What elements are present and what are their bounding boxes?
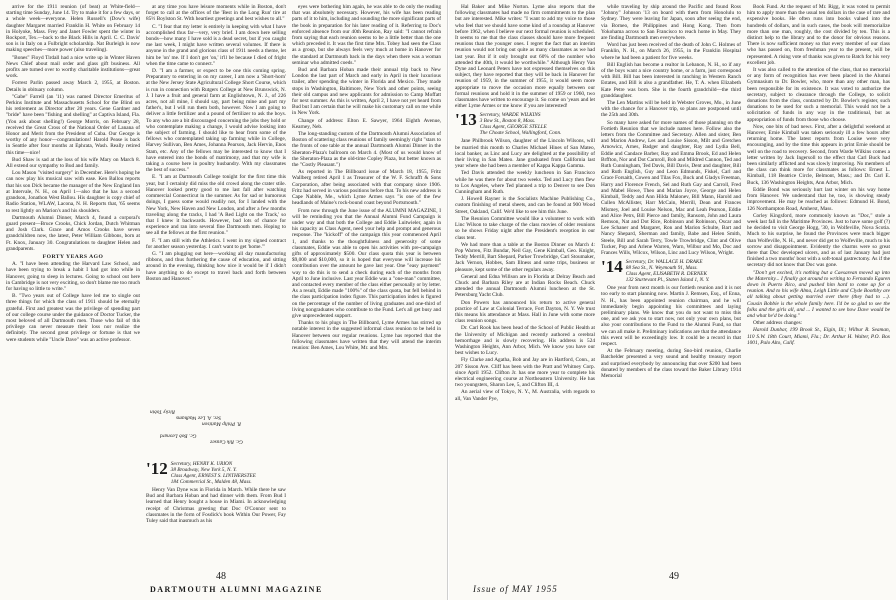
paragraph: Thanks to his plugs in The Billboard, Lyme Armes has stirred up notable interest in the suggested informal class reunion to be held in Hanover between our regular reunions. Lyme has reported that the following classmates have written that they will attend the interim reunion: Ben Ames, Lou White, Mr. and Mrs. bbox=[292, 320, 441, 351]
paragraph: Change of address: Elton E. Sawyer, 1964 Eighth Avenue, Kearney, Neb. bbox=[292, 117, 441, 130]
signature-line: Ricky Tobin bbox=[150, 408, 175, 415]
paragraph: Bud and Barbara Hoban made their annual trip back to New London the last part of March and early in April in their luxurious trailer, after spending the winter in Florida and Mexico. They made stops in Washington, Baltimore, New York and other points, seeing their old campus and new applicants for admission to Camp Moffatt for next summer. As this is written, April 2, I have not yet heard from Bud but I am certain that he will make his customary call on me while in New York. bbox=[292, 67, 441, 117]
paragraph: We had more than a table at the Boston Dinner on March 4: Pop Warren, Fitz Bundar, Neil Gay, Gene Kimball, Geo. Knight, Teddy Merrill, Bart Shepard, Parker Trowbridge, Carl Stoumaker, Jack Vernon, Hobbes, Sam Illness and some trips, business or pleasure, kept some of the other regulars away. bbox=[455, 241, 595, 273]
paragraph: One year from next month is our fortieth reunion and it is not too early to start planning now. Martin J. Remsen, Esq., of Enna, N. H., has been appointed reunion chairman, and he will immediately begin appointing his committees and laying preliminary plans. We know that you do not want to miss this one, and we ask you to start now, not only your own plans, but also your contributions to the Fund to the Alumni Fund, so that we can all make it. Preliminary indications are that the attendance this event will be exceedingly low. It could be a record in that respect. bbox=[601, 285, 741, 347]
paragraph: Book Fund. At the request of Mr. Rigg, it was voted to permit him to apply more than the usual ten dollars in the case of rare and expensive books. He often runs into books valued into the hundreds of dollars, and in such cases, the book will memorialize more than one man, roughly, the cost divided by ten. This is a distinct help to the library and to the donor for obvious reasons. There is now sufficient money so that every member of our class who has passed on, from freshman year to the present, will be represented. A rising vote of thanks was given to Batch for his very excellent job. bbox=[747, 4, 890, 66]
paragraph: Don Powers has announced his return to active general practice of Law at Colonial Terrace, Fort Dayton, N. Y. We trust this means his attendance at Mass. Hall in June with some more class reunion songs. bbox=[455, 299, 595, 325]
paragraph: Bud Shaw is sad at the loss of his wife Mary on March 8. All extend our sympathy to Bud and family. bbox=[6, 156, 140, 170]
paragraph: G. "I am plugging out here—working all day manufacturing ribbons, and thus furthering the cause of education, and sitting around in the evening, thinking how nice it would be if I didn't have anything to do except to travel back and forth between Boston and Hanover." bbox=[146, 250, 286, 282]
signature-line: Sec. A. Lee Wadhams bbox=[176, 414, 222, 421]
paragraph: Fly Clarke and Agatha, Bob and Jay are in Hartford, Conn., at 207 Sisson Ave. Cliff has been with the Pratt and Whitney Corp. since April 1952. Clifton Jr. has one more year to complete his electrical engineering course at Northeastern University. He has two youngsters, Sharon Lee, 5, and Clifton III, 4. bbox=[455, 357, 595, 389]
paragraph: Other address changes: bbox=[753, 320, 803, 327]
page-number: 49 bbox=[669, 571, 679, 582]
paragraph: Jane Philbrook Wilson, daughter of the Lincoln Wilsons, will be married this month to Charles Michael Hines of San Mateo, local banker, as Linc and Lucy are delighted at the possibility of their living in San Mateo. Jane graduated from California last year where she had been a member of Kappa Kappa Gamma. bbox=[455, 138, 595, 170]
paragraph: Henry Van Dyne was in Florida in March. While there he saw Bud and Barbara Hoban and had dinner with them. From Bud I learned that Henry bought a house in Miami. In acknowledging receipt of Christmas greeting that Doc O'Connor sent to classmates in the form of Fosdick's book Within Our Power, Fay Tuley said that inasmuch as his bbox=[146, 487, 286, 525]
paragraph: J. Howell Rayner is the Socialists Machine Publishing Co., custom finishing of metal sheets, and can be found at 900 Wood Street, Oakland, Calif. We'd like to see him this June. bbox=[455, 196, 595, 215]
class-year: '14 bbox=[601, 257, 623, 277]
signature-line: Gc. Bob Leonard bbox=[160, 432, 197, 439]
paragraph: At the February meeting, during Sno-bird reunion, Charlie Batchelder presented a very sound and healthy treasury report and surprised everybody by announcing that over $200 had been donated by members of the class toward the Baker Library 1914 Memorial bbox=[601, 348, 741, 379]
magazine-masthead: DARTMOUTH ALUMNI MAGAZINE bbox=[150, 585, 323, 594]
paragraph: Hal Baker and Mike Norton. Lyme also reports that the following classmates had made no firm commitments to the plan but are interested. Mike writes: "I want to add my voice to those who feel that we should have some kind of a roundup at Hanover before 1962, when I believe our next formal reunion is scheduled. It seems to me that the class classes should have more frequent reunions than the younger ones. I regret the fact that an interim reunion would not bring out quite as many classmates as we had last year. But if it only brought out 60% of the number who attended the 40th, it would be worthwhile." Although Henry Van Dyne and Leonard Peters have not expressed themselves on this subject, they have reported that they will be back in Hanover for reunion of 1959, in the summer of 1955, it would seem more appropriate to move the occasion more equally between our formal reunions and hold it in the summer of 1959 or 1960, two classmates have written to encourage it. So come on 'years and let either Lyme Armes or me know if you are interested! bbox=[455, 4, 595, 110]
paragraph: D. "I am a farmer, or expect to be one this coming spring. Preparatory to entering in on my career, I am now a 'Short-horn' at the New Jersey State Agricultural College Short Course, which is run in connection with Rutgers College at New Brunswick, N. J. I have a fruit and general farm at Englishtown, N. J., of 226 acres, not all mine, I should say, part being mine and part my father's, but I will run them both, however. Now I am going to deliver a little fertilizer and a pound of fertilizer to ask the boys. To any who are a bit discouraged concerning the jobs they hold or who contemplate making a change, I would advise looking into the subject of farming. I should like to hear from some of the fellows who contemplated taking up farming while in College, Harvey Sullivan, Ben Ames, Johanna Pearson, Jack Hervin, Enos Stam, etc. Any of the fellows may be interested to know that I have entered into the bonds of matrimony, and that my wife is taking a course here in poultry husbandry. With my classmates the best of success." bbox=[146, 68, 286, 174]
paragraph: As reported in The Billboard issue of March 18, 1955, Fritz Wallberg retired April 1 as Treasurer of the W. F. Schrafft & Sons Corporation, after being associated with that company since 1906. Fritz had served in various positions before that. To his new address is Cape Nabble, Me., which Lyme Armes says "is one of the few headlands of Maine's rock-bound coast beyond Portsmouth." bbox=[292, 169, 441, 207]
page-number: 48 bbox=[216, 571, 226, 582]
paragraph: Ted Davis attended the weekly luncheon in San Francisco while he was there for about two weeks. Ted and Lucy then flew to Los Angeles, where Ted planned a trip to Denver to see Don Cunningham and Ruth. bbox=[455, 170, 595, 196]
paragraph: Harold Dunbar, 199 Brook St., Elgin, Ill.; Wilbur R. Seaman, 110 S.W. 18th Court, Miami, Fla.; Dr. Arthur H. Walter, P.O. Box 1001, Palo Alto, Calif. bbox=[747, 327, 890, 346]
paragraph: F. "I am still with the Athletics. I went in my signed contract for another season yesterday. I can't want to get 'home.'" bbox=[146, 237, 286, 250]
paragraph: Dr. Carl Rook has been head of the School of Public Health at the University of Michigan and recently authored a cerebral hemorrhage and is slowly recovering. His address is 524 Washington Heights, Ann Arbor, Mich. We know you have our best wishes to Lucy. bbox=[455, 325, 595, 357]
paragraph: arrive for the 1911 reunion (of beat) at White-field—starting time Sunday, June 14. Try to make it for a few days, or a whole week—everyone. Helen Russell's (Dow's wife) daughter Margaret married Franklin H. White on February 14 in Holyoke, Mass. Frey and Janet Fowler spent the winter in Rockport, Tex.—back to the Black Hills in April. C. C. Davis' son is in Italy on a Fulbright scholarship. Nat Burleigh is now making speeches—more power (also traveling). bbox=[6, 4, 140, 54]
signature-block bbox=[150, 408, 282, 452]
right-page bbox=[449, 0, 896, 600]
paragraph: So many have asked for more names of those planning on the Fortieth Reunion that we include names here. Follow also the letters from the Committee and Secretary. Allen and sister, Ben and Marion Andrew, Les and Louise Sisson, Milt and Gretchen Arnowicz, Arnes, Badger and daughter, Ray and Lydia Bell, Eddie and Candace Barber, Ray and Emma Brook, Ed and Helen Brffton, Nor and Dot Carnroll, Bob and Mildred Cannon, Ted and Ruth Cunningham, Ted Davis, Bill Davis, Dent and daughter, Bill and Ruth English, Guy and Leon Edmunds, Fiskel, Carl and Grace Forsaith, Cowen and Tilas Fox, Buck and Gladys Freeman, Harry and Florence French, Sel and Ruth Gay and Carroll, Fred and Mabel Howe, Theo and Marian Joyce, George and Helen Kimball, Teddy and Ann Hilda Malonev, Bill Mann, Harold and Cullen McAllister, Harr McCain, Merrill, Dean and Frances Mismey, Joel and Louise Nelson, Mac and Leah Pearson, Eddie and Alice Petrs, Bill Pierce and family, Ransom, John and Laura Remson, Nat and Dot Rice, Robinson and Robinson, Oscar and Lee Schaner and Margaret, Ron and Marion Schulte, Bart and Nancy Shepard, Sherman and family, Babe and Helen Smith, Steele, Bill and Sarah Terry, Towle Trowbridge, Clint and Olive Tucker, Pop and Arlene Warren, Warn, Wilbur and Mo, Doc and Frances Wills, Wilcox, Wilson, Linc and Lucy Wilson, Wright. bbox=[601, 119, 741, 256]
issue-date: Issue of MAY 1955 bbox=[473, 584, 558, 594]
signature-line: Gc. Rik Causee bbox=[210, 438, 243, 445]
paragraph: The long-standing custom of the Dartmouth Alumni Association of Boston of scattering class reunions of family seemingly right "stars to the fronts of one table at the annual Dartmouth Alumni Dinner in the Sheraton-Plaza's ballroom on March 4. (Most of us would know of the Sheraton-Plaza as the old-time Copley Plaza, but better known as the "Costly Pleasant.") bbox=[292, 131, 441, 169]
paragraph: The Reunion Committee would like a volunteer to work with Linc Wilson to take charge of the class movies of older reunions so he shows Friday night after the President's reception in our class tent. bbox=[455, 215, 595, 241]
paragraph: "Gabe" Farrell (an '11) was named Director Emeritus of Perkins Institute and Massachusetts School for the Blind on his retirement as Director after 20 years. Gene Gardner and "bride" have been "fishing and shelling" at Captiva Island, Fla. (You ask about shelling!) George Morris, on February 28, received the Great Cross of the National Order of Lanana of Honor and Merit from the President of Cuba. Our George is worthy of any honor—congratulations! Harold Pease is back in Seattle after four months at Ephrata, Wash. Really retired this time—nice! bbox=[6, 93, 140, 156]
paragraph: Lou Mason "visited surgery" in December. Here's hoping he can now play his musical saw with ease. Ken Ballou reports that his son Dick became the manager of the New England Inn at Intervale, N. H., on April 1—also that he has a second grandson, Jonathon West Ballou. His daughter is copy chief of Radio Station, WLAW, Lacona, N. H. Reports that, '65 seems to rest lightly on Marion's and his shoulders. bbox=[6, 170, 140, 214]
paragraph: eyes were bothering him again, he was able to do only the reading that was absolutely necessary. However, his wife has been reading parts of it to him, including and sounding the more significant parts of the book in preparation for his later reading of it. Referring to Doc's enforced absence from our 40th Reunion, Ray said: "I cannot refrain from saying that each reunion seems to be a little better than the one which preceded it. It was the first time Mrs. Tobey had seen the Class as a group, but she always feels very much at home in Hanover for the standard at Dartmouth back in the days when there was a woman seminar who admitted coeds." bbox=[292, 4, 441, 66]
paragraph: B. "Two years out of College have led me to single out three things for which the class of 1911 should be eternally grateful. First and greatest was the privilege of spending part of our college course under the guidance of Doctor Tucker, the most beloved of all Dartmouth men. Those who fail of this privilege can never measure their loss nor realize the definitely. The second great privilege or fortune is that we were students while "Uncle Dave" was an active professor. bbox=[6, 293, 140, 343]
right-column-2 bbox=[601, 4, 741, 564]
signature-line: R. Philip Mattison bbox=[202, 420, 241, 427]
paragraph: It was also called to the attention of the class, that no memorial or any form of recognition has ever been placed in the Alumni Gymnasium to Dr. Bowler, who, more than any other man, has been responsible for its existence. It was voted to authorize the secretary, subject to clearance through the College, to solicit donations from the class, contacted by Dr. Bowler's register, such donations to be used for such a memorial. This would not be a solicitation of funds in any way in the traditional, but as appropriation of funds from those who choose. bbox=[747, 67, 890, 123]
paragraph: Now, one bits of bad news. First, after a delightful weekend at Hanover, Ernie Kimball was taken seriously ill a few hours after returning home. The latest reports from Louise were very encouraging, and by the time this appears in print Ernie should be well on the road to recovery. Second, from Warde Wilkins comes a letter written by Jack Ingersoll to the effect that Carl Buck had been similarly afflicted and was slowly improving. No members of the class can think more for classmates as follows: Ernest L. Kimball, 118 Beatrice Circle, Belmont, Mass.; and Dr. Carl E. Buck, 136 Washington Heights, Ann Arbor, Mich. bbox=[747, 123, 890, 186]
paragraph: From now through the June issue of the ALUMNI MAGAZINE, I will be reminding you that the Annual Alumni Fund Campaign is under way and that both the College and Eddie Luitwieler, again in his capacity as Class Agent, need your help and prompt and generous response. The "kickoff" of the campaign this year commenced April 1, and thanks to the thoughtfulness and generosity of some classmates, Eddie was able to open his activities with pre-campaign gifts of approximately $500. Our class quota this year is between $9,000 and $10,000, so it is hoped that everyone will increase his contribution over the amount he gave last year. One "easy payment" way to do this is to send a check during each of the months from April to June inclusive. Last year Eddie was a "one-man" committee, and contacted every member of the class either personally or by letter. As a result, Eddie made "100%" of the class quota, but fell behind in the class participation index figure. This participation index is figured on the percentage of the number of living graduates and one-third of living nongraduates who contribute to the Fund. Let's all get busy and give unprecedented support. bbox=[292, 207, 441, 319]
right-column-3 bbox=[747, 4, 890, 564]
paragraph: C. "I fear that my letter is entirely in keeping with what I have accomplished thus far—very, very brief. I am down here selling bonds—how many I have sold is a dead secret, but if you caught me last week, I might have written several volumes. If there is anyone in the grand and glorious class of 1911 needs a theme, let him be 'on' me. If I don't get 'on,' it'll be because I died of fright when the time came to connect." bbox=[146, 23, 286, 67]
left-column-2-bottom bbox=[146, 458, 286, 558]
paragraph: A. "I have been attending the Harvard Law School, and have been trying to break a habit I had got into while in Hanover, going to sleep in lectures. Going to school out here in Cambridge is not very exciting, so don't blame me too much for having so little to write." bbox=[6, 261, 140, 292]
forty-years-ago-heading: FORTY YEARS AGO bbox=[42, 253, 104, 260]
paragraph: General and Edna Willson are in Florida at Delray Beach and Chuck and Barbara Riley are at Indian Rocks Beach. Chuck attended the annual Dartmouth Alumni luncheon at the St. Petersburg Yacht Club. bbox=[455, 273, 595, 299]
class-info: Secretary, WARDE WILKINS 3 Bow St., Boston 8, Mass. Class Agent, GEORGE STELLE The Choate School, Wallingford, Conn. bbox=[479, 112, 562, 137]
class-year: '12 bbox=[146, 459, 168, 478]
class-1913-header bbox=[455, 112, 595, 136]
right-column-1 bbox=[455, 4, 595, 564]
paragraph: The Len Martins will be held in Webster Groves, Mo., in June with the chance for a Hanover trip, so plans are postponed until the 25th and 30th. bbox=[601, 100, 741, 119]
paragraph: Eddie Bond was seriously hurt last winter on his way home from Hanover. We understand that he, too, is showing steady improvement. He may be reached as follows: Edmund H. Bond, 126 Northampton Road, Amherst, Mass. bbox=[747, 186, 890, 212]
paragraph: "Bones" Floyd Tirdall had a nice write up in Winter Haven News Chief about mail order and glass gift business. All profits are turned over to worthy charitable institutions—great work. bbox=[6, 54, 140, 80]
left-column-2 bbox=[146, 4, 286, 404]
paragraph: Forrest Parlin passed away March 2, 1955, at Boston. Details in obituary column. bbox=[6, 80, 140, 93]
paragraph: Bill English has become a realtor in Lebanon, N. H., so if any of the boys want a nice country home, or a farm, just correspond with Bill. Bill has been interested in ranching in Western Ranch Estates, and Bill is also a grandfather. He, T. A. when Elizabeth Kate Petre was born. She is the fourth grandchild—the third granddaughter. bbox=[601, 61, 741, 99]
class-info: Secretary, HENRY K. URION 38 Broadway, New York 5, N. Y. Class Agent, ERNEST S. LINTHERSTEE 184 Commercial St., Malden 48, Mass. bbox=[170, 461, 256, 485]
paragraph: while traveling by ship around the Pacific and found Ross "Johnny" Johnson '13 on board with them from Honolulu to Sydney. They were leaving for Japan, soon after seeing the end, via Borneo, the Philippines and Hong Kong. Then from Yokohama across to San Francisco to reach home in May. They are finding Dartmouth men everywhere. bbox=[601, 4, 741, 42]
class-info: Secretary, Dr. WALLACE H. DRAKE 88 Sea St., N. Weymouth 91, Mass. Class Agent, ELISABETH R. DERNEK 132 Sturtevant Pl., Staten Island 1, N. Y. bbox=[625, 259, 710, 284]
col1-paras bbox=[6, 4, 140, 252]
paragraph: Dartmouth Alumni Dinner, March 4, found a corporal's guard present—Bruce Crooks, Chick Jordan, Dutch Whitman and Josh Clark. Grace and Amos Crooks have seven grandchildren now, the latest, Peter William Gibbons, born at Ft. Knox, January 30. Congratulations to daughter Helen and grandparents. bbox=[6, 214, 140, 252]
paragraph: E. "I am at Dartmouth College tonight for the first time this year, but I certainly did miss the old crowd along the crater stile. Hanover looked pretty good to me last fall after watching commercial Connecticut in the summer. As for sad or humorous doings, I guess some would readily not, for I landed with the New York, New Haven and New London, and after a few months traveling along the tracks, I had 'A Red Light on the Track,' so that I knew it backwards. However, bad lots of chance for experience and ran into several fine Dartmouth men. Hoping to see all the fellows at the first reunion." bbox=[146, 174, 286, 237]
paragraph: An aerial view of Tokyo, N. Y., M. Australia, with regards to all, Van Vander Pye, bbox=[455, 389, 595, 402]
class-year: '13 bbox=[455, 110, 477, 130]
paragraph: "Don't get excited, it's nothing but a Caesarean moved up into the Maternity... I finally got around to writing to Fernando Eguren down in Puerto Rico, and pushed him hard to come up for a reunion. And to his wife Alma, Leigh Little and Clyde Boothby are all talking about getting married over there (they had to ...). Cousin Bobbie is the whole family here. I'd be so glad to see the folks and the girls all, and ... I wanted to see how Dave would be and what he'd be doing." bbox=[747, 269, 890, 319]
left-column-1 bbox=[6, 4, 140, 564]
paragraph: Word has just been received of the death of John C. Holmes of Franklin, N. H., on March 26, 1955, in the Franklin Hospital where he had been a patient for five weeks. bbox=[601, 42, 741, 61]
paragraph: Corley Kingsford, more commonly known as "Doc," stole a week last fall in the Maritime Provinces. Just to have some golf (?) he decided to visit George Hogg, '30, in Wolfeville, Nova Scotia. Much to his surprise, he found the Provinces were much bigger than Wolfeville, N. H., and never did get to Wolfeville, much to his sorrow and disappointment. Evidently the charms were so great there that Doc developed ulcers, and as of last January had just finished a two months' bout with a soft-tonal gastrectomy. As if the secretary did not know that Doc was gone. bbox=[747, 212, 890, 269]
left-column-3 bbox=[292, 4, 441, 564]
class-1912-header bbox=[146, 461, 286, 485]
class-1914-header bbox=[601, 259, 741, 283]
paragraph: at any time you have leisure moments while in Boston, don't forget to call at the offices of the 'Best in the Long Run' tire at 85½ Boylston St. With heartiest greetings and best wishes to all." bbox=[146, 4, 286, 23]
